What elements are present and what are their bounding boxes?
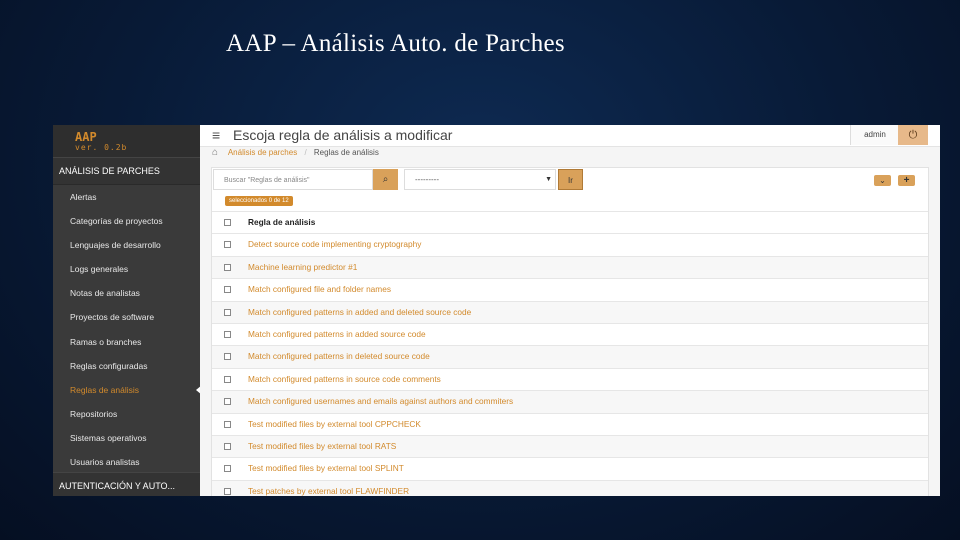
sidebar-item-label: Reglas de análisis (70, 384, 139, 395)
chevron-down-icon: ⌄ (879, 176, 886, 185)
rule-link[interactable]: Machine learning predictor #1 (248, 261, 358, 272)
sidebar-item-categorias[interactable]: Categorías de proyectos (70, 216, 163, 227)
row-checkbox[interactable] (224, 309, 231, 316)
add-button[interactable] (898, 175, 915, 186)
breadcrumb (212, 147, 379, 161)
row-checkbox[interactable] (224, 421, 231, 428)
sidebar-section-analisis[interactable]: ANÁLISIS DE PARCHES (53, 157, 200, 185)
row-checkbox[interactable] (224, 398, 231, 405)
selection-count-badge: seleccionados 0 de 12 (225, 196, 293, 206)
action-select[interactable] (404, 169, 556, 190)
sidebar-item-repositorios[interactable]: Repositorios (70, 408, 118, 419)
table-row (212, 457, 928, 479)
table-header-row (212, 211, 928, 233)
breadcrumb-link[interactable]: Análisis de parches (227, 148, 298, 157)
sidebar-item-usuarios[interactable]: Usuarios analistas (70, 457, 140, 468)
user-menu-button[interactable]: admin (850, 125, 900, 145)
row-checkbox[interactable] (224, 488, 231, 495)
row-checkbox[interactable] (224, 264, 231, 271)
topbar (200, 125, 940, 147)
rules-table (212, 211, 928, 496)
row-checkbox[interactable] (224, 465, 231, 472)
breadcrumb-separator: / (304, 148, 307, 157)
search-input[interactable]: Buscar "Reglas de análisis" (213, 169, 373, 190)
hamburger-menu-icon[interactable]: ≡ (212, 127, 221, 143)
breadcrumb-current: Reglas de análisis (313, 148, 379, 157)
caret-down-icon: ▼ (545, 176, 552, 183)
row-checkbox[interactable] (224, 353, 231, 360)
rule-link[interactable]: Test modified files by external tool CPPCHECK (248, 418, 421, 429)
sidebar-item-reglas-configuradas[interactable]: Reglas configuradas (70, 360, 148, 371)
sidebar-nav (53, 185, 200, 474)
sidebar-item-lenguajes[interactable]: Lenguajes de desarrollo (70, 240, 161, 251)
table-row (212, 323, 928, 345)
rule-link[interactable]: Match configured file and folder names (248, 284, 391, 295)
rule-link[interactable]: Test modified files by external tool RATS (248, 440, 397, 451)
search-icon: ⌕ (382, 174, 389, 185)
main-content (200, 125, 940, 496)
rule-link[interactable]: Match configured patterns in added and deleted source code (248, 306, 472, 317)
home-icon[interactable]: ⌂ (212, 147, 219, 158)
table-row (212, 390, 928, 412)
row-checkbox[interactable] (224, 443, 231, 450)
rule-link[interactable]: Match configured usernames and emails against authors and commiters (248, 396, 514, 407)
table-row (212, 345, 928, 367)
select-all-checkbox[interactable] (224, 219, 231, 226)
sidebar-item-logs[interactable]: Logs generales (70, 264, 129, 275)
search-button[interactable] (373, 169, 398, 190)
collapse-button[interactable] (874, 175, 891, 186)
action-select-value: --------- (415, 175, 439, 184)
rule-link[interactable]: Test patches by external tool FLAWFINDER (248, 485, 410, 496)
sidebar-item-alertas[interactable]: Alertas (70, 192, 97, 202)
power-icon: ⏻ (908, 129, 918, 141)
sidebar-item-ramas[interactable]: Ramas o branches (70, 336, 142, 347)
rule-link[interactable]: Match configured patterns in added source code (248, 328, 426, 339)
slide-title: AAP – Análisis Auto. de Parches (226, 30, 565, 57)
sidebar-item-proyectos[interactable]: Proyectos de software (70, 312, 155, 323)
sidebar (53, 125, 200, 496)
table-row (212, 301, 928, 323)
results-panel (211, 167, 929, 496)
app-screenshot (53, 125, 940, 496)
page-title: Escoja regla de análisis a modificar (233, 127, 453, 143)
sidebar-item-sistemas[interactable]: Sistemas operativos (70, 432, 147, 443)
rule-link[interactable]: Detect source code implementing cryptography (248, 239, 422, 250)
rule-link[interactable]: Test modified files by external tool SPLINT (248, 463, 404, 474)
brand[interactable] (53, 125, 200, 157)
table-row (212, 256, 928, 278)
table-row (212, 368, 928, 390)
table-row (212, 480, 928, 496)
row-checkbox[interactable] (224, 241, 231, 248)
sidebar-item-reglas-analisis[interactable] (53, 378, 200, 402)
brand-name: AAP (75, 130, 97, 144)
column-header[interactable]: Regla de análisis (248, 217, 316, 227)
row-checkbox[interactable] (224, 286, 231, 293)
go-button[interactable]: Ir (558, 169, 583, 190)
sidebar-item-notas[interactable]: Notas de analistas (70, 288, 140, 299)
brand-version: ver. 0.2b (75, 143, 128, 152)
logout-button[interactable] (898, 125, 928, 145)
rule-link[interactable]: Match configured patterns in deleted source code (248, 351, 430, 362)
table-row (212, 413, 928, 435)
table-row (212, 233, 928, 255)
table-row (212, 278, 928, 300)
row-checkbox[interactable] (224, 331, 231, 338)
table-row (212, 435, 928, 457)
sidebar-section-autenticacion[interactable]: AUTENTICACIÓN Y AUTO... (53, 472, 200, 496)
plus-icon: + (903, 175, 910, 186)
row-checkbox[interactable] (224, 376, 231, 383)
rule-link[interactable]: Match configured patterns in source code comments (248, 373, 441, 384)
